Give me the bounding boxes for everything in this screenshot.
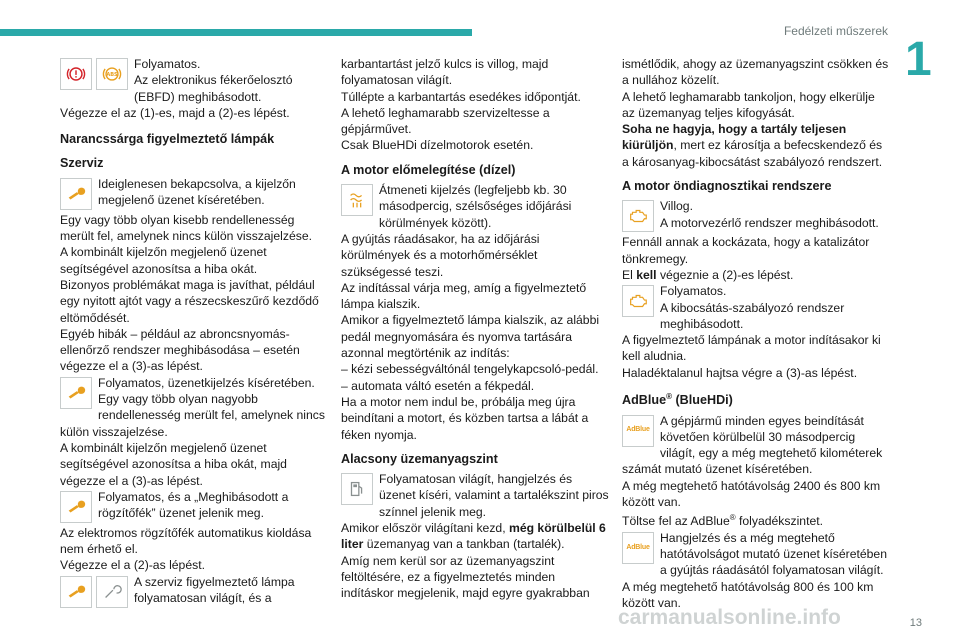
service-text-4: A szerviz figyelmeztető lámpa folyamatosan világít, és a bbox=[134, 574, 295, 606]
heading-low-fuel: Alacsony üzemanyagszint bbox=[341, 451, 498, 466]
service-wrench-icon bbox=[60, 178, 92, 210]
heading-adblue-rest: (BlueHDi) bbox=[671, 393, 733, 408]
adblue-text-3 bbox=[622, 510, 890, 529]
service-block-1 bbox=[60, 176, 328, 212]
engine-text-1d-a: El bbox=[622, 267, 637, 282]
fuel-text-2a: Amikor először világítani kezd, bbox=[341, 521, 509, 536]
adblue-text-3a: Töltse fel az AdBlue bbox=[622, 514, 730, 529]
heading-service: Szerviz bbox=[60, 156, 104, 171]
engine-check-icon bbox=[622, 200, 654, 232]
service-text-1c: A kombinált kijelzőn megjelenő üzenet segítségével azonosítsa a hiba okát. bbox=[60, 245, 267, 276]
service-text-2b: Egy vagy több olyan nagyobb rendellenesség merült fel, amelynek nincs külön visszajelzése. bbox=[60, 392, 325, 439]
adblue-icon-label: AdBlue bbox=[626, 426, 650, 434]
heading-preheat: A motor előmelegítése (dízel) bbox=[341, 162, 516, 177]
fuel-text-2 bbox=[341, 520, 609, 553]
service-wrench-icon bbox=[60, 576, 92, 608]
engine-text-1b: A motorvezérlő rendszer meghibásodott. bbox=[660, 215, 879, 230]
header-accent-bar bbox=[0, 29, 472, 36]
preheat-block bbox=[341, 182, 609, 231]
service-text-2c: A kombinált kijelzőn megjelenő üzenet segítségével azonosítsa a hiba okát, majd végezze el a (3)-as lépést. bbox=[60, 440, 287, 488]
adblue-text-3b: folyadékszintet. bbox=[735, 514, 824, 529]
maint-text-3: A lehető leghamarabb szervizeltesse a gépjárművet. bbox=[341, 105, 550, 137]
page-number: 13 bbox=[909, 617, 922, 629]
maint-text-4: Csak BlueHDi dízelmotorok esetén. bbox=[341, 138, 534, 153]
service-wrench-icon bbox=[60, 491, 92, 523]
adblue-text-4: Hangjelzés és a még megtehető hatótávolságot mutató üzenet kíséretében a gyújtás ráadásától folyamatosan világít. bbox=[660, 530, 887, 578]
fuel-cont-2: A lehető leghamarabb tankoljon, hogy elkerülje az üzemanyag teljes kifogyását. bbox=[622, 89, 875, 120]
section-title: Fedélzeti műszerek bbox=[783, 24, 888, 38]
engine-text-2b: A kibocsátás-szabályozó rendszer meghibásodott. bbox=[660, 300, 845, 331]
brake-warning-icon bbox=[60, 58, 92, 90]
adblue-text-5: A még megtehető hatótávolság 800 és 100 km között van. bbox=[622, 579, 874, 610]
service-text-1d: Bizonyos problémákat maga is javíthat, például egy nyitott ajtót vagy a részecskeszűrő kezdődő eltömődését. bbox=[60, 277, 319, 325]
adblue-text-1: A gépjármű minden egyes beindítását követően körülbelül 30 másodpercig világít, egy a még megtehető kilométerek számát mutató üzenet kíséretében. bbox=[622, 413, 883, 477]
engine-block-1 bbox=[622, 198, 890, 234]
service-text-3: Folyamatos, és a „Meghibásodott a rögzítőfék” üzenet jelenik meg. bbox=[98, 489, 289, 521]
adblue-text-2: A még megtehető hatótávolság 2400 és 800 km között van. bbox=[622, 478, 881, 510]
fuel-text-3: Amíg nem kerül sor az üzemanyagszint feltöltésére, ez a figyelmeztetés minden indításkor megjelenik, majd egyre gyakrabban bbox=[341, 553, 590, 601]
heading-adblue-reg: ® bbox=[666, 392, 672, 402]
engine-text-1d-c: végeznie a (2)-es lépést. bbox=[656, 267, 794, 282]
engine-text-1c: Fennáll annak a kockázata, hogy a katalizátor tönkremegy. bbox=[622, 235, 870, 266]
adblue-icon bbox=[622, 415, 654, 447]
heading-orange-lamps: Narancssárga figyelmeztető lámpák bbox=[60, 132, 275, 147]
wrench-outline-icon bbox=[96, 576, 128, 608]
engine-text-2: Folyamatos. bbox=[660, 284, 727, 299]
engine-text-2d: Haladéktalanul hajtsa végre a (3)-as lépést. bbox=[622, 365, 858, 380]
engine-text-1: Villog. bbox=[660, 199, 693, 214]
preheat-text-2: A gyújtás ráadásakor, ha az időjárási körülmények és a motorhőmérséklet szükségessé teszi. bbox=[341, 231, 540, 279]
column-2 bbox=[341, 56, 609, 602]
preheat-text-1: Átmeneti kijelzés (legfeljebb kb. 30 másodpercig, szélsőséges időjárási körülmények között). bbox=[379, 183, 572, 230]
fuel-cont-1: ismétlődik, ahogy az üzemanyagszint csökken és a nullához közelít. bbox=[622, 57, 889, 88]
service-block-2 bbox=[60, 375, 328, 440]
ebfd-desc: Az elektronikus fékerőelosztó (EBFD) meghibásodott. bbox=[134, 73, 293, 104]
fuel-text-2b: még körülbelül 6 liter bbox=[341, 521, 606, 552]
fuel-warning-bold: Soha ne hagyja, hogy a tartály teljesen kiürüljön bbox=[622, 122, 847, 153]
service-wrench-icon bbox=[60, 377, 92, 409]
ebfd-action: Végezze el az (1)-es, majd a (2)-es lépést. bbox=[60, 105, 290, 120]
adblue-icon-label: AdBlue bbox=[626, 543, 650, 551]
maint-text-1: karbantartást jelző kulcs is villog, majd folyamatosan világít. bbox=[341, 57, 549, 88]
maint-text-2: Túllépte a karbantartás esedékes időpontját. bbox=[341, 89, 581, 104]
adblue-text-3-reg: ® bbox=[729, 513, 736, 523]
service-block-3 bbox=[60, 489, 328, 525]
column-1 bbox=[60, 56, 328, 610]
abs-icon bbox=[96, 58, 128, 90]
engine-text-2c: A figyelmeztető lámpának a motor indításakor ki kell aludnia. bbox=[622, 333, 881, 364]
watermark: carmanualsonline.info bbox=[618, 606, 841, 629]
service-text-1b: Egy vagy több olyan kisebb rendellenesség merült fel, amelynek nincs külön visszajelzése. bbox=[60, 212, 312, 244]
ebfd-block bbox=[60, 56, 328, 105]
engine-text-1d-b: kell bbox=[636, 267, 657, 282]
ebfd-status: Folyamatos. bbox=[134, 57, 201, 71]
adblue-block-1 bbox=[622, 413, 890, 478]
preheat-text-3: Az indítással várja meg, amíg a figyelmeztető lámpa kialszik. bbox=[341, 280, 587, 312]
engine-block-2 bbox=[622, 283, 890, 332]
fuel-text-2c: üzemanyag van a tankban (tartalék). bbox=[363, 537, 565, 552]
service-text-1e: Egyéb hibák – például az abroncsnyomás-ellenőrző rendszer meghibásodása – esetén végezze el a (3)-as lépést. bbox=[60, 326, 300, 374]
chapter-number: 1 bbox=[905, 33, 932, 86]
fuel-pump-icon bbox=[341, 473, 373, 505]
glow-plug-icon bbox=[341, 184, 373, 216]
engine-check-icon bbox=[622, 285, 654, 317]
preheat-text-6: – automata váltó esetén a fékpedál. bbox=[341, 378, 535, 393]
heading-adblue-name: AdBlue bbox=[622, 393, 667, 408]
column-3 bbox=[622, 56, 890, 611]
heading-adblue bbox=[622, 389, 890, 408]
preheat-text-4: Amikor a figyelmeztető lámpa kialszik, az alábbi pedál megnyomására és nyomva tartására azonnal megtörténik az indítás: bbox=[341, 313, 600, 361]
service-block-4 bbox=[60, 574, 328, 610]
svg-text:ABS: ABS bbox=[106, 72, 118, 79]
service-text-2: Folyamatos, üzenetkijelzés kíséretében. bbox=[98, 375, 315, 390]
service-text-3b: Az elektromos rögzítőfék automatikus kioldása nem érhető el. bbox=[60, 525, 312, 557]
adblue-icon bbox=[622, 532, 654, 564]
engine-text-1d bbox=[622, 267, 890, 283]
fuel-cont-3 bbox=[622, 121, 890, 170]
service-text-3c: Végezze el a (2)-as lépést. bbox=[60, 558, 205, 573]
preheat-text-7: Ha a motor nem indul be, próbálja meg újra beindítani a motort, és közben tartsa a lábát a féken nyomja. bbox=[341, 394, 589, 442]
fuel-warning-rest: , mert ez károsítja a befecskendező és a károsanyag-kibocsátást szabályozó rendszert. bbox=[622, 138, 883, 169]
fuel-text-1: Folyamatosan világít, hangjelzés és üzenet kíséri, valamint a tartalékszint piros színnel jelenik meg. bbox=[379, 472, 609, 519]
preheat-text-5: – kézi sebességváltónál tengelykapcsoló-pedál. bbox=[341, 362, 599, 377]
heading-engine-diag: A motor öndiagnosztikai rendszere bbox=[622, 179, 832, 194]
fuel-block bbox=[341, 471, 609, 520]
service-text-1: Ideiglenesen bekapcsolva, a kijelzőn megjelenő üzenet kíséretében. bbox=[98, 176, 296, 208]
adblue-block-2 bbox=[622, 530, 890, 579]
